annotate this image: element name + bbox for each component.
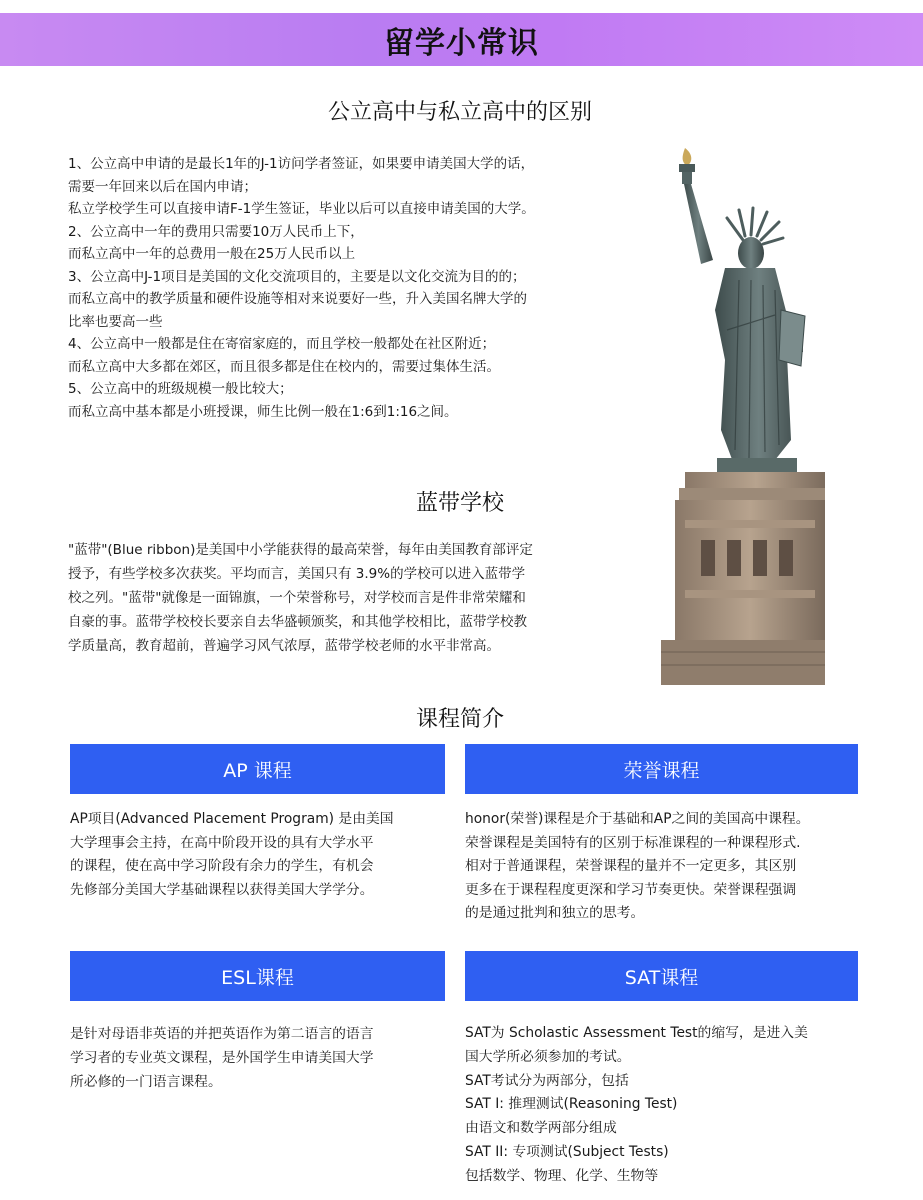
text-line: 授予，有些学校多次获奖。平均而言，美国只有 3.9%的学校可以进入蓝带学 [68, 566, 526, 582]
section-body-public-private [68, 153, 648, 423]
text-line: 自豪的事。蓝带学校校长要亲自去华盛顿颁奖，和其他学校相比，蓝带学校教 [68, 614, 527, 630]
statue-of-liberty-image [655, 140, 825, 685]
text-line: 比率也要高一些 [68, 313, 163, 330]
text-line: 2、公立高中一年的费用只需要10万人民币上下， [68, 223, 364, 240]
text-line: SAT I: 推理测试(Reasoning Test) [465, 1096, 678, 1113]
text-line: 大学理事会主持，在高中阶段开设的具有大学水平 [70, 834, 374, 851]
banner-title: 留学小常识 [384, 25, 539, 61]
text-line: AP项目(Advanced Placement Program) 是由美国 [70, 811, 394, 827]
sat-course-body [465, 1022, 875, 1189]
text-line: SAT为 Scholastic Assessment Test的缩写，是进入美 [465, 1025, 808, 1041]
text-line: 5、公立高中的班级规模一般比较大； [68, 381, 293, 397]
text-line: 由语文和数学两部分组成 [465, 1120, 617, 1137]
section-title-public-private: 公立高中与私立高中的区别 [327, 100, 592, 125]
ap-course-header [70, 744, 445, 794]
text-line: 需要一年回来以后在国内申请； [68, 178, 257, 195]
text-line: "蓝带"(Blue ribbon)是美国中小学能获得的最高荣誉，每年由美国教育部评定 [68, 542, 533, 558]
honor-course-header [465, 744, 858, 794]
esl-course-title: ESL课程 [221, 966, 294, 989]
text-line: 而私立高中大多都在郊区，而且很多都是住在校内的，需要过集体生活。 [68, 358, 500, 375]
sat-course-header [465, 951, 858, 1001]
text-line: 更多在于课程程度更深和学习节奏更快。荣誉课程强调 [465, 881, 797, 898]
text-line: honor(荣誉)课程是介于基础和AP之间的美国高中课程。 [465, 811, 810, 827]
text-line: SAT II: 专项测试(Subject Tests) [465, 1143, 669, 1160]
text-line: 私立学校学生可以直接申请F-1学生签证，毕业以后可以直接申请美国的大学。 [68, 201, 535, 217]
text-line: 包括数学、物理、化学、生物等 [465, 1167, 659, 1184]
text-line: 荣誉课程是美国特有的区别于标准课程的一种课程形式. [465, 834, 801, 851]
text-line: 而私立高中一年的总费用一般在25万人民币以上 [68, 246, 356, 262]
text-line: 而私立高中的教学质量和硬件设施等相对来说要好一些，升入美国名牌大学的 [68, 291, 527, 307]
text-line: 而私立高中基本都是小班授课，师生比例一般在1:6到1:16之间。 [68, 403, 458, 420]
text-line: 相对于普通课程，荣誉课程的量并不一定更多，其区别 [465, 858, 797, 874]
section-title-courses: 课程简介 [415, 707, 504, 732]
text-line: 先修部分美国大学基础课程以获得美国大学学分。 [70, 881, 374, 898]
text-line: 校之列。"蓝带"就像是一面锦旗，一个荣誉称号，对学校而言是件非常荣耀和 [68, 590, 526, 606]
title-banner [0, 13, 923, 66]
text-line: 所必修的一门语言课程。 [70, 1074, 222, 1090]
text-line: 学习者的专业英文课程，是外国学生申请美国大学 [70, 1050, 374, 1066]
section-title-blue-ribbon: 蓝带学校 [415, 491, 504, 516]
text-line: 1、公立高中申请的是最长1年的J-1访问学者签证，如果要申请美国大学的话， [68, 156, 535, 172]
sat-course-title: SAT课程 [624, 966, 699, 989]
text-line: 4、公立高中一般都是住在寄宿家庭的，而且学校一般都处在社区附近； [68, 336, 496, 352]
text-line: SAT考试分为两部分，包括 [465, 1072, 629, 1089]
text-line: 国大学所必须参加的考试。 [465, 1048, 631, 1065]
text-line: 的是通过批判和独立的思考。 [465, 905, 645, 921]
esl-course-header [70, 951, 445, 1001]
ap-course-title: AP 课程 [223, 759, 292, 782]
honor-course-body [465, 808, 875, 926]
honor-course-title: 荣誉课程 [623, 759, 700, 782]
text-line: 的课程，使在高中学习阶段有余力的学生，有机会 [70, 858, 374, 874]
section-body-blue-ribbon [68, 538, 648, 658]
ap-course-body [70, 808, 450, 902]
text-line: 3、公立高中J-1项目是美国的文化交流项目的，主要是以文化交流为目的的； [68, 268, 526, 285]
esl-course-body [70, 1022, 450, 1094]
text-line: 是针对母语非英语的并把英语作为第二语言的语言 [70, 1026, 374, 1042]
text-line: 学质量高，教育超前，普遍学习风气浓厚，蓝带学校老师的水平非常高。 [68, 638, 500, 654]
